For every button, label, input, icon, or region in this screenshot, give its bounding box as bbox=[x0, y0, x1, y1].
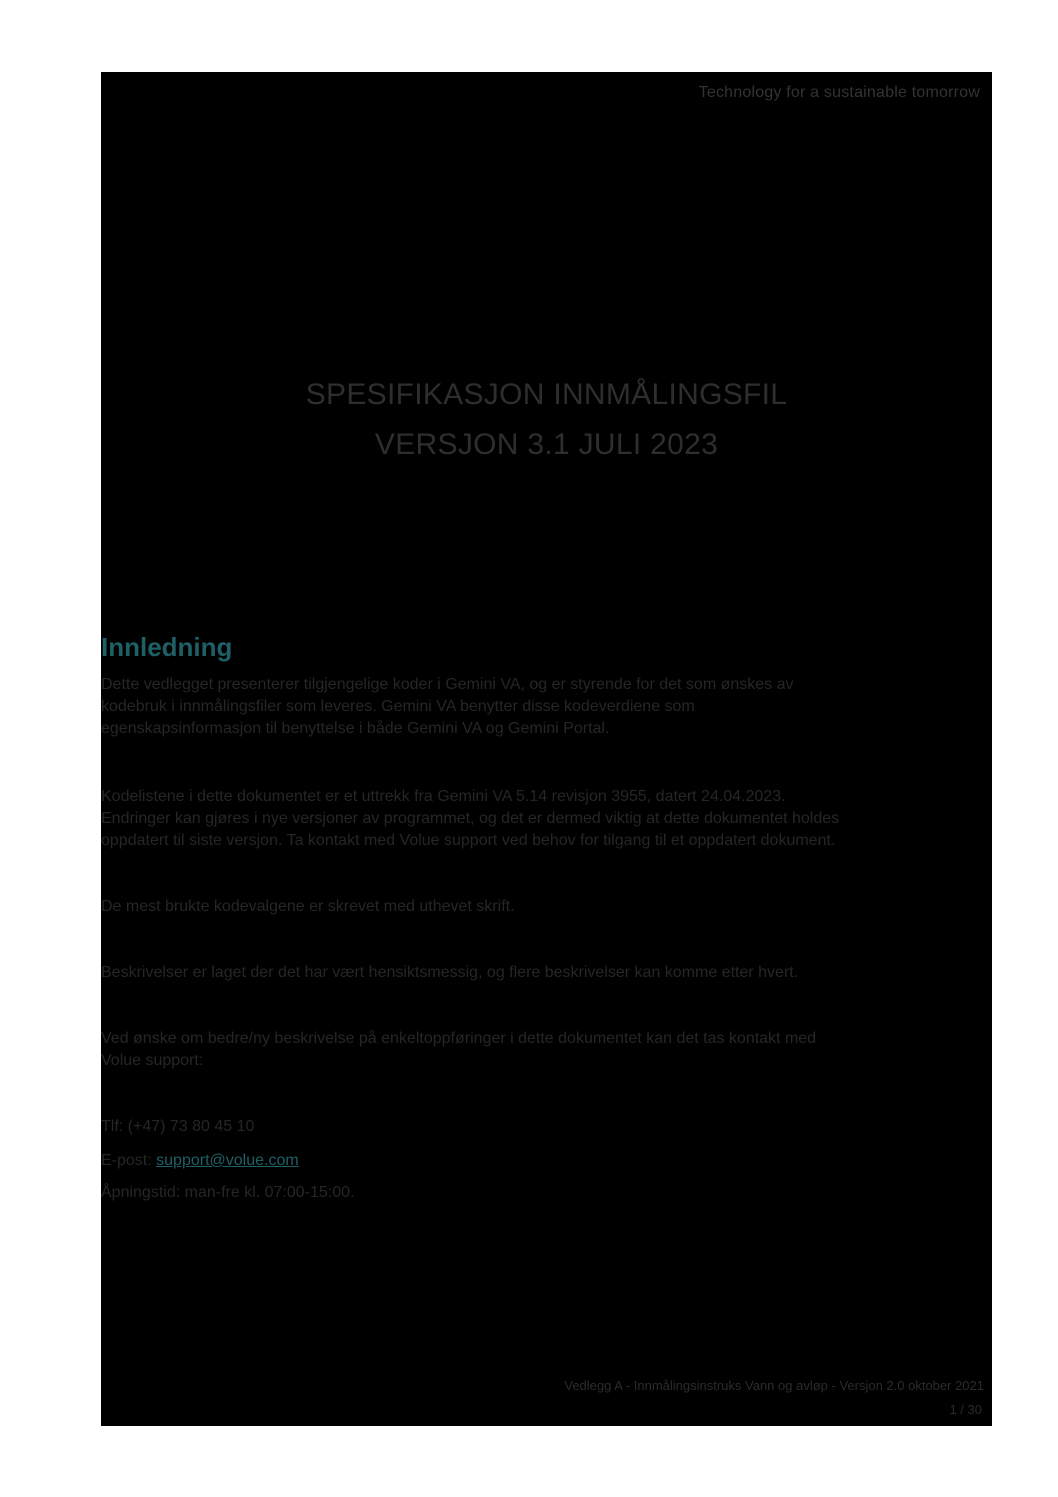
contact-email-line bbox=[101, 1150, 299, 1172]
paragraph-bold-codes: De mest brukte kodevalgene er skrevet med uthevet skrift. bbox=[101, 898, 515, 915]
paragraph-contact-request: Ved ønske om bedre/ny beskrivelse på enkeltoppføringer i dette dokumentet kan det tas kontakt med Volue support: bbox=[101, 1030, 817, 1069]
title-line-2: VERSJON 3.1 JULI 2023 bbox=[374, 428, 719, 461]
paragraph-code-lists: Kodelistene i dette dokumentet er et uttrekk fra Gemini VA 5.14 revisjon 3955, datert 24.04.2023. Endringer kan gjøres i nye versjoner av programmet, og det er dermed viktig at dette dokumentet holdes oppdatert til siste versjon. Ta kontakt med Volue support ved behov for tilgang til et oppdatert dokument. bbox=[101, 788, 840, 849]
paragraph-intro: Dette vedlegget presenterer tilgjengelige koder i Gemini VA, og er styrende for det som ønskes av kodebruk i innmålingsfiler som leveres. Gemini VA benytter disse kodeverdiene som egenskapsinformasjon til benyttelse i både Gemini VA og Gemini Portal. bbox=[101, 676, 794, 737]
page-number: 1 / 30 bbox=[949, 1402, 982, 1417]
footer-document-line: Vedlegg A - Innmålingsinstruks Vann og avløp - Versjon 2.0 oktober 2021 bbox=[564, 1378, 984, 1393]
header-tagline: Technology for a sustainable tomorrow bbox=[698, 84, 980, 101]
document-page bbox=[101, 72, 992, 1426]
paragraph-descriptions: Beskrivelser er laget der det har vært hensiktsmessig, og flere beskrivelser kan komme etter hvert. bbox=[101, 964, 799, 981]
title-line-1: SPESIFIKASJON INNMÅLINGSFIL bbox=[305, 378, 788, 411]
contact-hours: Åpningstid: man-fre kl. 07:00-15:00. bbox=[101, 1184, 355, 1201]
support-email-link[interactable]: support@volue.com bbox=[156, 1152, 299, 1169]
section-heading: Innledning bbox=[101, 632, 233, 662]
document-title bbox=[101, 370, 992, 470]
contact-phone: Tlf: (+47) 73 80 45 10 bbox=[101, 1118, 255, 1135]
contact-email-label: E-post: bbox=[101, 1152, 157, 1169]
